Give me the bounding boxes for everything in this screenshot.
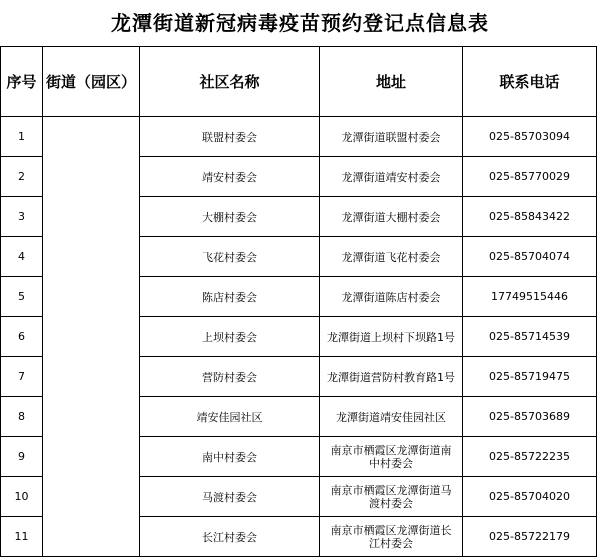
header-community: 社区名称 bbox=[140, 47, 320, 117]
cell-no: 2 bbox=[1, 157, 43, 197]
cell-no: 3 bbox=[1, 197, 43, 237]
cell-community: 上坝村委会 bbox=[140, 317, 320, 357]
cell-community: 飞花村委会 bbox=[140, 237, 320, 277]
cell-phone: 025-85703689 bbox=[463, 397, 597, 437]
cell-no: 5 bbox=[1, 277, 43, 317]
cell-community: 营防村委会 bbox=[140, 357, 320, 397]
address-text: 南京市栖霞区龙潭街道南中村委会 bbox=[330, 443, 452, 470]
cell-community: 陈店村委会 bbox=[140, 277, 320, 317]
page-title: 龙潭街道新冠病毒疫苗预约登记点信息表 bbox=[111, 11, 489, 35]
registration-table bbox=[0, 46, 597, 557]
address-text: 南京市栖霞区龙潭街道长江村委会 bbox=[330, 523, 452, 550]
cell-no: 9 bbox=[1, 437, 43, 477]
cell-community: 靖安佳园社区 bbox=[140, 397, 320, 437]
cell-phone: 025-85722235 bbox=[463, 437, 597, 477]
table-row bbox=[1, 117, 597, 157]
cell-community: 大棚村委会 bbox=[140, 197, 320, 237]
header-phone: 联系电话 bbox=[463, 47, 597, 117]
cell-address: 龙潭街道靖安佳园社区 bbox=[320, 397, 463, 437]
cell-phone: 025-85722179 bbox=[463, 517, 597, 557]
cell-no: 10 bbox=[1, 477, 43, 517]
header-no: 序号 bbox=[1, 47, 43, 117]
cell-community: 长江村委会 bbox=[140, 517, 320, 557]
cell-phone: 025-85703094 bbox=[463, 117, 597, 157]
cell-phone: 025-85704074 bbox=[463, 237, 597, 277]
cell-no: 8 bbox=[1, 397, 43, 437]
cell-address: 龙潭街道上坝村下坝路1号 bbox=[320, 317, 463, 357]
cell-no: 11 bbox=[1, 517, 43, 557]
cell-address: 龙潭街道靖安村委会 bbox=[320, 157, 463, 197]
cell-community: 联盟村委会 bbox=[140, 117, 320, 157]
header-row bbox=[1, 47, 597, 117]
cell-address bbox=[320, 437, 463, 477]
cell-address: 龙潭街道联盟村委会 bbox=[320, 117, 463, 157]
cell-street-merged bbox=[43, 117, 140, 557]
address-text: 南京市栖霞区龙潭街道马渡村委会 bbox=[330, 483, 452, 510]
cell-community: 马渡村委会 bbox=[140, 477, 320, 517]
cell-address: 龙潭街道大棚村委会 bbox=[320, 197, 463, 237]
cell-address: 龙潭街道陈店村委会 bbox=[320, 277, 463, 317]
cell-phone: 025-85770029 bbox=[463, 157, 597, 197]
cell-no: 4 bbox=[1, 237, 43, 277]
cell-community: 南中村委会 bbox=[140, 437, 320, 477]
cell-phone: 025-85843422 bbox=[463, 197, 597, 237]
header-address: 地址 bbox=[320, 47, 463, 117]
cell-community: 靖安村委会 bbox=[140, 157, 320, 197]
cell-address: 龙潭街道营防村教育路1号 bbox=[320, 357, 463, 397]
header-street: 街道（园区） bbox=[43, 47, 140, 117]
cell-phone: 025-85704020 bbox=[463, 477, 597, 517]
cell-phone: 025-85714539 bbox=[463, 317, 597, 357]
cell-address: 龙潭街道飞花村委会 bbox=[320, 237, 463, 277]
cell-address bbox=[320, 517, 463, 557]
cell-phone: 025-85719475 bbox=[463, 357, 597, 397]
cell-no: 7 bbox=[1, 357, 43, 397]
cell-no: 6 bbox=[1, 317, 43, 357]
cell-phone: 17749515446 bbox=[463, 277, 597, 317]
cell-no: 1 bbox=[1, 117, 43, 157]
cell-address bbox=[320, 477, 463, 517]
